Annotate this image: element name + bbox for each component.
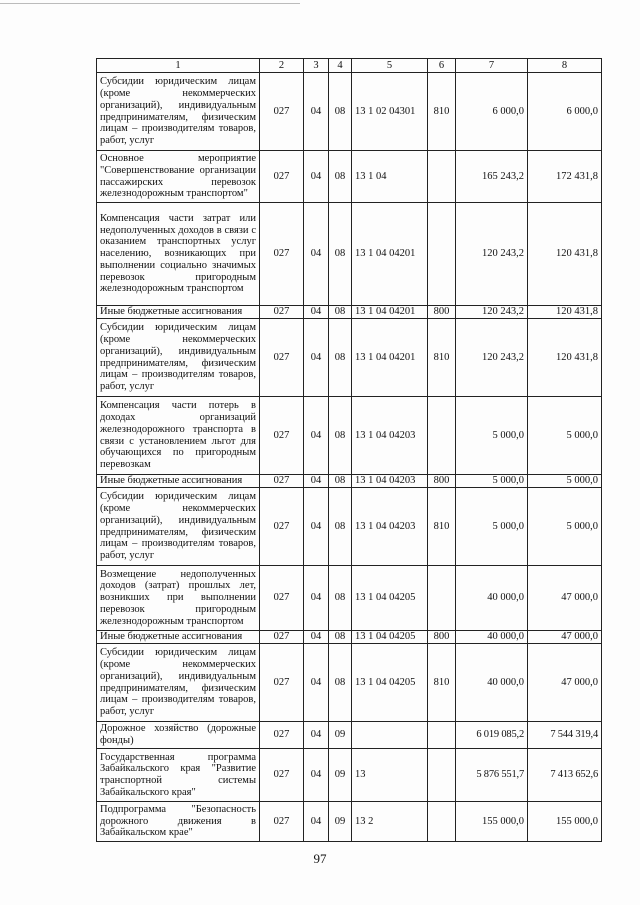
cell-expense-type: 810: [428, 73, 456, 151]
cell-expense-type: 810: [428, 319, 456, 397]
header-cell: 6: [428, 59, 456, 73]
cell-ministry: 027: [260, 306, 304, 319]
cell-amount-b: 7 544 319,4: [528, 722, 602, 749]
cell-target: 13 1 04 04201: [352, 306, 428, 319]
row-name: Компенсация части затрат или недополученных доходов в связи с оказанием транспортных услуг населению, возникающих при выполнении социально значимых перевозок пригородным железнодорожным транспортом: [97, 203, 260, 306]
cell-amount-a: 6 000,0: [456, 73, 528, 151]
cell-ministry: 027: [260, 749, 304, 802]
cell-ministry: 027: [260, 488, 304, 566]
cell-amount-a: 5 000,0: [456, 475, 528, 488]
cell-section: 04: [304, 203, 329, 306]
table-row: [97, 319, 602, 397]
cell-subsection: 08: [329, 644, 352, 722]
cell-amount-b: 120 431,8: [528, 306, 602, 319]
cell-subsection: 09: [329, 749, 352, 802]
cell-target: 13 1 04 04203: [352, 397, 428, 475]
header-cell: 7: [456, 59, 528, 73]
row-name: Иные бюджетные ассигнования: [97, 306, 260, 319]
cell-amount-a: 120 243,2: [456, 306, 528, 319]
budget-table: [96, 58, 602, 842]
cell-expense-type: [428, 397, 456, 475]
cell-section: 04: [304, 566, 329, 631]
table-row: [97, 151, 602, 203]
table-row: [97, 644, 602, 722]
table-row: [97, 73, 602, 151]
cell-amount-a: 40 000,0: [456, 631, 528, 644]
cell-ministry: 027: [260, 397, 304, 475]
cell-subsection: 08: [329, 397, 352, 475]
cell-target: [352, 722, 428, 749]
cell-subsection: 09: [329, 802, 352, 842]
cell-section: 04: [304, 319, 329, 397]
row-name: Иные бюджетные ассигнования: [97, 631, 260, 644]
cell-expense-type: [428, 566, 456, 631]
cell-section: 04: [304, 488, 329, 566]
cell-subsection: 08: [329, 631, 352, 644]
row-name: Возмещение недополученных доходов (затрат) прошлых лет, возникших при выполнении перевозок пригородным железнодорожным транспортом: [97, 566, 260, 631]
cell-expense-type: 810: [428, 488, 456, 566]
cell-target: 13 1 04 04201: [352, 319, 428, 397]
header-cell: 2: [260, 59, 304, 73]
header-row: [97, 59, 602, 73]
cell-expense-type: [428, 722, 456, 749]
row-name: Государственная программа Забайкальского края "Развитие транспортной системы Забайкальского края": [97, 749, 260, 802]
cell-target: 13 1 04 04203: [352, 475, 428, 488]
cell-ministry: 027: [260, 722, 304, 749]
row-name: Субсидии юридическим лицам (кроме некоммерческих организаций), индивидуальным предпринимателям, физическим лицам – производителям товаров, работ, услуг: [97, 644, 260, 722]
cell-amount-a: 6 019 085,2: [456, 722, 528, 749]
cell-section: 04: [304, 631, 329, 644]
cell-ministry: 027: [260, 73, 304, 151]
cell-section: 04: [304, 306, 329, 319]
cell-section: 04: [304, 151, 329, 203]
cell-ministry: 027: [260, 475, 304, 488]
row-name: Субсидии юридическим лицам (кроме некоммерческих организаций), индивидуальным предпринимателям, физическим лицам – производителям товаров, работ, услуг: [97, 319, 260, 397]
cell-target: 13 1 04 04205: [352, 631, 428, 644]
cell-ministry: 027: [260, 319, 304, 397]
cell-expense-type: [428, 802, 456, 842]
cell-ministry: 027: [260, 802, 304, 842]
row-name: Компенсация части потерь в доходах организаций железнодорожного транспорта в связи с установлением льгот для обучающихся по пригородным перевозкам: [97, 397, 260, 475]
cell-expense-type: 800: [428, 306, 456, 319]
header-cell: 3: [304, 59, 329, 73]
cell-expense-type: [428, 203, 456, 306]
cell-amount-b: 5 000,0: [528, 488, 602, 566]
cell-amount-a: 120 243,2: [456, 319, 528, 397]
cell-amount-b: 5 000,0: [528, 475, 602, 488]
header-cell: 5: [352, 59, 428, 73]
cell-ministry: 027: [260, 203, 304, 306]
table-row: [97, 488, 602, 566]
cell-amount-a: 5 000,0: [456, 488, 528, 566]
cell-subsection: 08: [329, 203, 352, 306]
cell-amount-b: 120 431,8: [528, 319, 602, 397]
cell-subsection: 08: [329, 488, 352, 566]
cell-subsection: 08: [329, 566, 352, 631]
cell-expense-type: [428, 151, 456, 203]
row-name: Подпрограмма "Безопасность дорожного движения в Забайкальском крае": [97, 802, 260, 842]
cell-section: 04: [304, 644, 329, 722]
cell-section: 04: [304, 749, 329, 802]
row-name: Дорожное хозяйство (дорожные фонды): [97, 722, 260, 749]
cell-ministry: 027: [260, 631, 304, 644]
page-number: 97: [313, 851, 327, 866]
cell-subsection: 08: [329, 475, 352, 488]
cell-target: 13 1 02 04301: [352, 73, 428, 151]
cell-ministry: 027: [260, 151, 304, 203]
cell-target: 13 1 04 04201: [352, 203, 428, 306]
row-name: Субсидии юридическим лицам (кроме некоммерческих организаций), индивидуальным предпринимателям, физическим лицам – производителям товаров, работ, услуг: [97, 488, 260, 566]
cell-amount-b: 155 000,0: [528, 802, 602, 842]
cell-section: 04: [304, 397, 329, 475]
cell-amount-a: 155 000,0: [456, 802, 528, 842]
header-cell: 1: [97, 59, 260, 73]
cell-amount-a: 5 876 551,7: [456, 749, 528, 802]
cell-amount-b: 47 000,0: [528, 631, 602, 644]
cell-amount-b: 120 431,8: [528, 203, 602, 306]
cell-section: 04: [304, 475, 329, 488]
row-name: Иные бюджетные ассигнования: [97, 475, 260, 488]
table-row: [97, 802, 602, 842]
cell-expense-type: [428, 749, 456, 802]
cell-subsection: 08: [329, 73, 352, 151]
cell-ministry: 027: [260, 566, 304, 631]
cell-section: 04: [304, 722, 329, 749]
cell-expense-type: 800: [428, 475, 456, 488]
cell-expense-type: 810: [428, 644, 456, 722]
table-row: [97, 631, 602, 644]
header-cell: 8: [528, 59, 602, 73]
table-row: [97, 203, 602, 306]
cell-expense-type: 800: [428, 631, 456, 644]
cell-amount-a: 40 000,0: [456, 566, 528, 631]
cell-target: 13 2: [352, 802, 428, 842]
table-row: [97, 397, 602, 475]
cell-section: 04: [304, 802, 329, 842]
cell-amount-a: 120 243,2: [456, 203, 528, 306]
cell-subsection: 08: [329, 151, 352, 203]
table-row: [97, 306, 602, 319]
cell-amount-b: 47 000,0: [528, 566, 602, 631]
table-row: [97, 722, 602, 749]
cell-amount-b: 7 413 652,6: [528, 749, 602, 802]
cell-target: 13 1 04 04205: [352, 566, 428, 631]
cell-target: 13: [352, 749, 428, 802]
cell-amount-b: 5 000,0: [528, 397, 602, 475]
cell-target: 13 1 04 04203: [352, 488, 428, 566]
cell-subsection: 09: [329, 722, 352, 749]
row-name: Основное мероприятие "Совершенствование организации пассажирских перевозок железнодорожным транспортом": [97, 151, 260, 203]
cell-amount-b: 47 000,0: [528, 644, 602, 722]
cell-amount-b: 6 000,0: [528, 73, 602, 151]
table-row: [97, 475, 602, 488]
cell-amount-a: 165 243,2: [456, 151, 528, 203]
table-row: [97, 749, 602, 802]
cell-target: 13 1 04 04205: [352, 644, 428, 722]
cell-amount-a: 40 000,0: [456, 644, 528, 722]
cell-ministry: 027: [260, 644, 304, 722]
cell-section: 04: [304, 73, 329, 151]
cell-amount-a: 5 000,0: [456, 397, 528, 475]
cell-target: 13 1 04: [352, 151, 428, 203]
cell-amount-b: 172 431,8: [528, 151, 602, 203]
table-row: [97, 566, 602, 631]
top-rule: [0, 3, 300, 4]
row-name: Субсидии юридическим лицам (кроме некоммерческих организаций), индивидуальным предпринимателям, физическим лицам – производителям товаров, работ, услуг: [97, 73, 260, 151]
cell-subsection: 08: [329, 319, 352, 397]
header-cell: 4: [329, 59, 352, 73]
cell-subsection: 08: [329, 306, 352, 319]
